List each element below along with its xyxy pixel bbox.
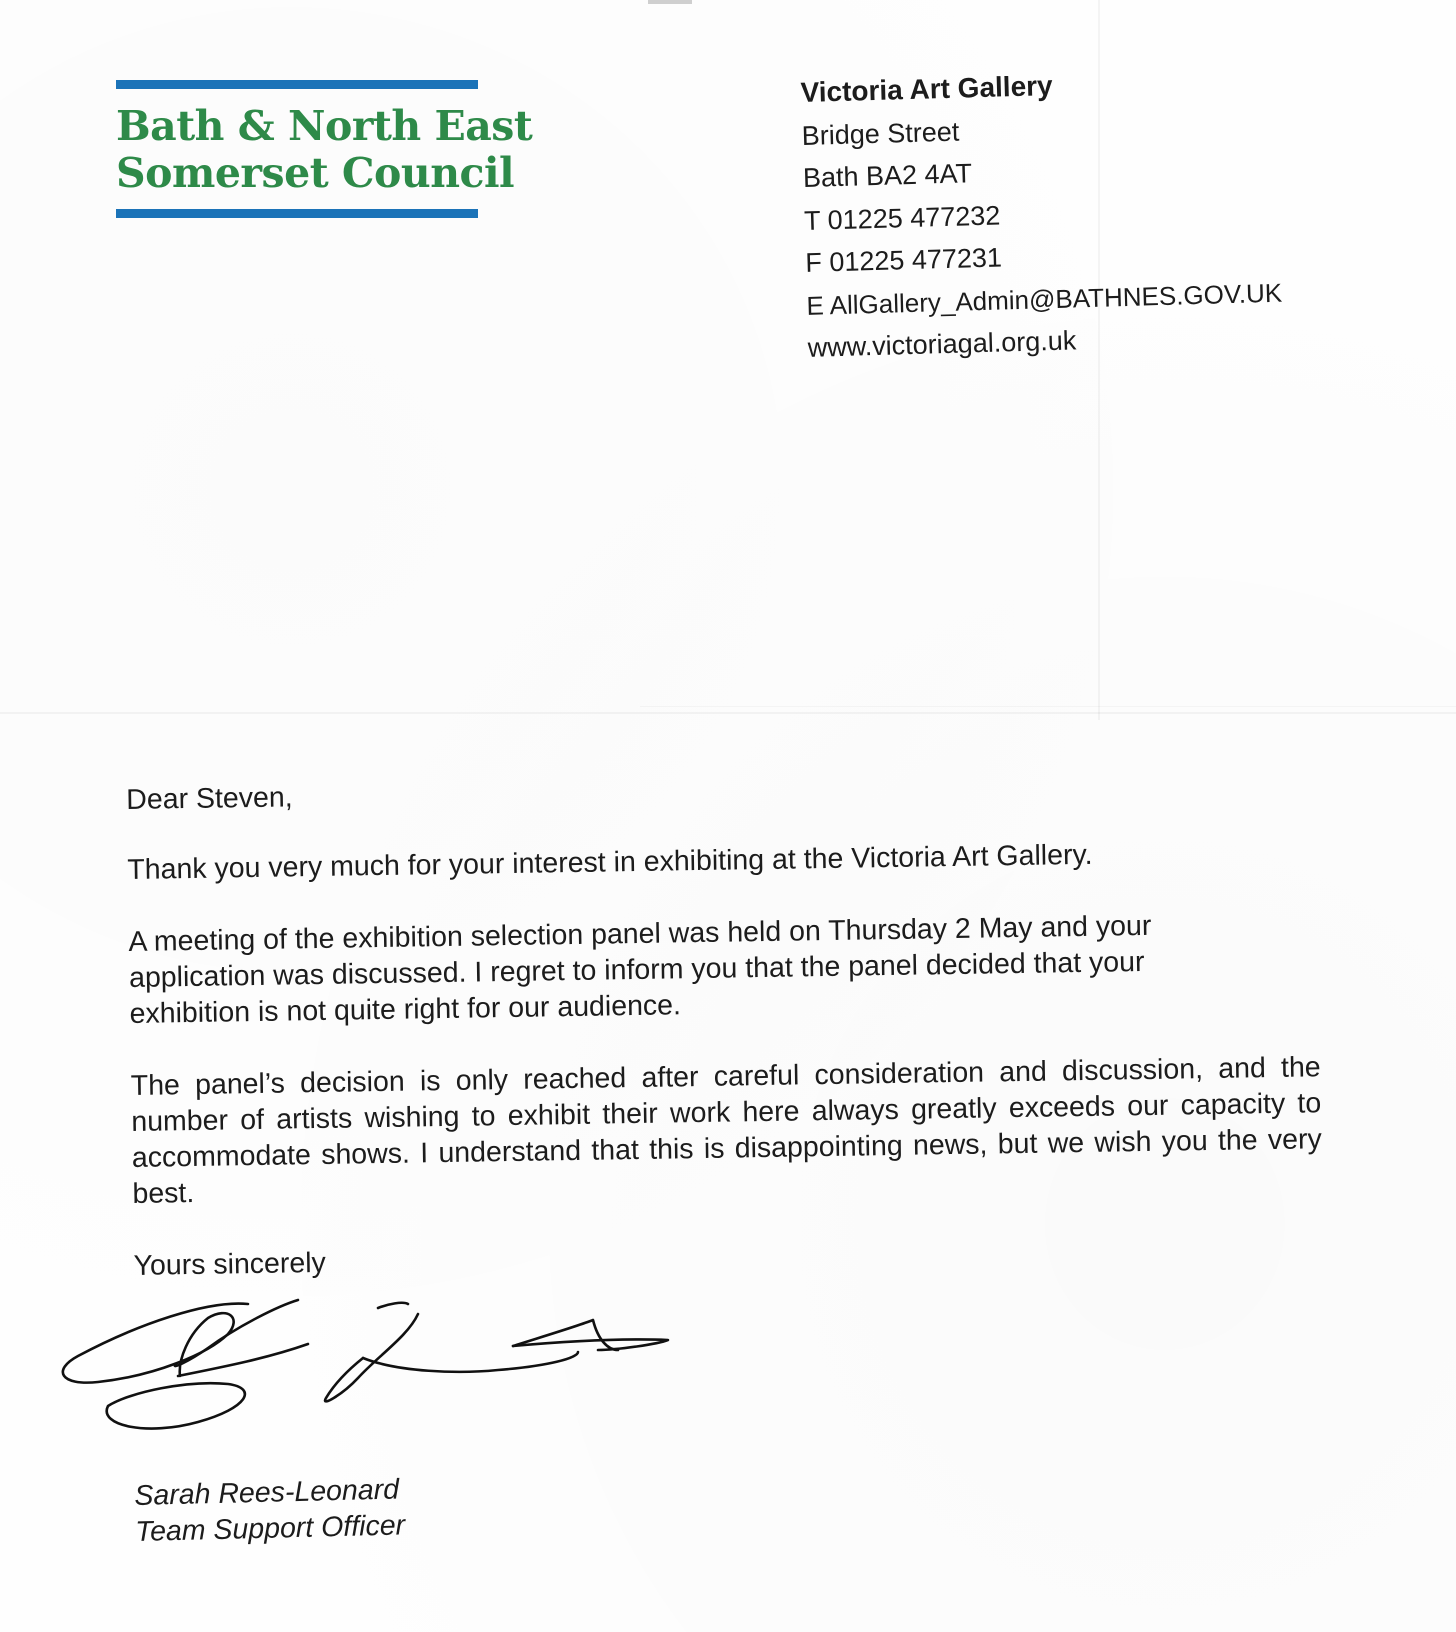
address-website: www.victoriagal.org.uk <box>807 325 1077 363</box>
council-logo <box>116 80 533 218</box>
logo-line-1: Bath & North East <box>116 102 533 150</box>
letter-body <box>126 763 1329 1284</box>
signatory-name: Sarah Rees-Leonard <box>134 1473 400 1512</box>
logo-top-rule <box>116 80 478 89</box>
logo-line-2: Somerset Council <box>116 149 515 197</box>
signatory <box>134 1471 406 1550</box>
sender-address <box>800 59 1284 370</box>
paper-fold-horizontal <box>0 712 1456 714</box>
closing: Yours sincerely <box>133 1246 327 1282</box>
paragraph-2: A meeting of the exhibition selection panel was held on Thursday 2 May and your application was discussed. I regret to inform you that the panel decided that your exhibition is not quite right for our audience. <box>128 909 1152 1030</box>
address-telephone: T 01225 477232 <box>803 199 1001 236</box>
organisation-name: Victoria Art Gallery <box>800 69 1054 108</box>
staple-mark <box>648 0 692 4</box>
paragraph-3: The panel’s decision is only reached after careful consideration and discussion, and the number of artists wishing to exhibit their work here always greatly exceeds our capacity to accommodate shows. I understand that this is disappointing news, but we wish you the very best. <box>130 1051 1323 1210</box>
salutation: Dear Steven, <box>126 781 293 816</box>
paper-fold-horizontal-faint <box>640 706 1456 707</box>
signatory-title: Team Support Officer <box>134 1509 406 1548</box>
address-street: Bridge Street <box>801 116 960 151</box>
handwritten-signature <box>58 1296 698 1446</box>
address-city-postcode: Bath BA2 4AT <box>802 158 973 193</box>
paragraph-1: Thank you very much for your interest in exhibiting at the Victoria Art Gallery. <box>127 838 1093 886</box>
logo-wordmark <box>116 102 533 197</box>
address-fax: F 01225 477231 <box>804 242 1003 278</box>
address-email: E AllGallery_Admin@BATHNES.GOV.UK <box>806 277 1283 321</box>
logo-bottom-rule <box>116 209 478 218</box>
